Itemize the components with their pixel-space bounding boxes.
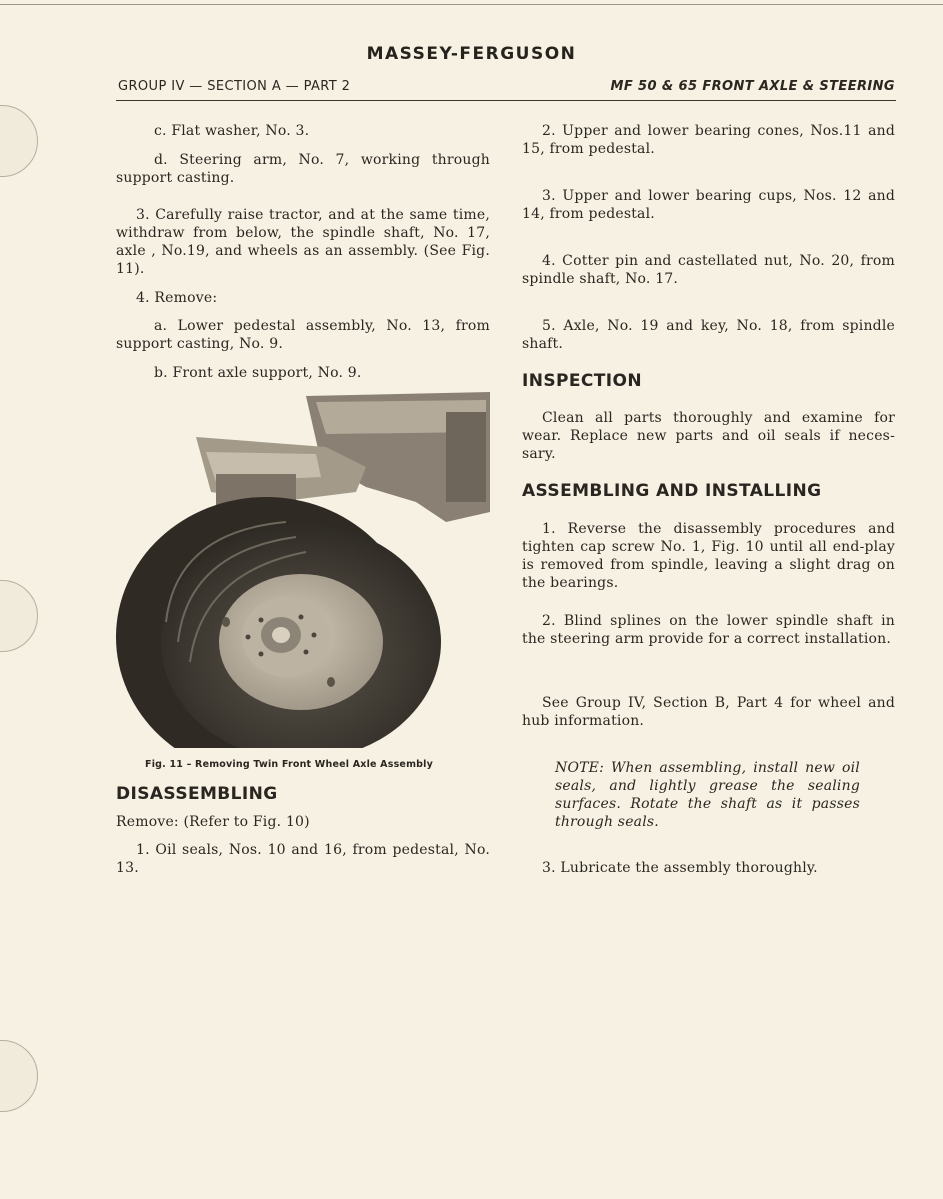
step-4b: b. Front axle support, No. 9. xyxy=(154,365,362,381)
assembly-note: NOTE: When assembling, install new oil seals, and lightly grease the sealing surfaces. Rotate the shaft as it passes through seals. xyxy=(555,760,860,830)
header-rule xyxy=(116,100,896,101)
asm-step-2: 2. Blind splines on the lower spindle shaft in the steering arm provide for a correct installation. xyxy=(522,613,895,647)
dis-step-2: 2. Upper and lower bearing cones, Nos.11 and 15, from pedestal. xyxy=(522,123,895,157)
dis-step-4: 4. Cotter pin and castellated nut, No. 20, from spindle shaft, No. 17. xyxy=(522,253,895,287)
step-d: d. Steering arm, No. 7, working through support casting. xyxy=(116,152,490,186)
figure-caption: Fig. 11 – Removing Twin Front Wheel Axle Assembly xyxy=(145,759,434,770)
topic-header: MF 50 & 65 FRONT AXLE & STEERING xyxy=(610,79,895,94)
dis-step-5: 5. Axle, No. 19 and key, No. 18, from spindle shaft. xyxy=(522,318,895,352)
dis-step-3: 3. Upper and lower bearing cups, Nos. 12 and 14, from pedestal. xyxy=(522,188,895,222)
figure-11-photo xyxy=(116,392,490,748)
inspection-text: Clean all parts thoroughly and examine for wear. Replace new parts and oil seals if neces-sary. xyxy=(522,410,895,462)
step-3: 3. Carefully raise tractor, and at the same time, withdraw from below, the spindle shaft, No. 17, axle , No.19, and wheels as an assembly. (See Fig. 11). xyxy=(116,207,490,277)
dis-step-1: 1. Oil seals, Nos. 10 and 16, from pedestal, No. 13. xyxy=(116,842,490,876)
binder-hole-middle xyxy=(0,580,38,652)
top-edge-rule xyxy=(0,4,943,5)
disassembling-heading: DISASSEMBLING xyxy=(116,784,278,804)
section-header: GROUP IV — SECTION A — PART 2 xyxy=(118,79,351,94)
step-c: c. Flat washer, No. 3. xyxy=(154,123,310,139)
binder-hole-top xyxy=(0,105,38,177)
step-4a: a. Lower pedestal assembly, No. 13, from support casting, No. 9. xyxy=(116,318,490,352)
see-also: See Group IV, Section B, Part 4 for wheel and hub information. xyxy=(522,695,895,729)
inspection-heading: INSPECTION xyxy=(522,371,642,391)
remove-intro: Remove: (Refer to Fig. 10) xyxy=(116,814,310,830)
asm-step-3: 3. Lubricate the assembly thoroughly. xyxy=(542,860,818,876)
assembling-heading: ASSEMBLING AND INSTALLING xyxy=(522,481,822,501)
brand-title: MASSEY-FERGUSON xyxy=(366,44,577,64)
asm-step-1: 1. Reverse the disassembly procedures and tighten cap screw No. 1, Fig. 10 until all end-play is removed from spindle, leaving a slight drag on the bearings. xyxy=(522,521,895,591)
step-4: 4. Remove: xyxy=(136,290,218,306)
binder-hole-bottom xyxy=(0,1040,38,1112)
